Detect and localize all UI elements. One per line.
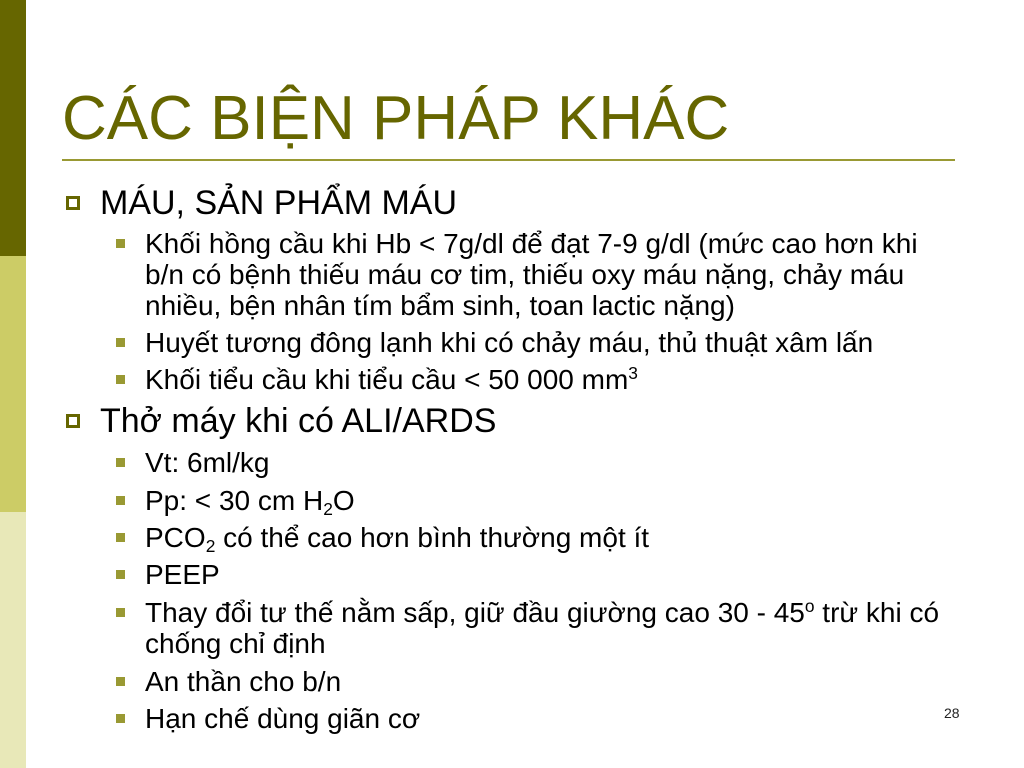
section-heading: Thở máy khi có ALI/ARDS (100, 402, 497, 440)
bullet-text-main: Pp: < 30 cm H (145, 485, 324, 516)
filled-square-bullet-icon (116, 533, 125, 542)
bullet-text: Hạn chế dùng giãn cơ (145, 703, 421, 734)
bullet-text-continuation: nhiều, bện nhân tím bẩm sinh, toan lactic nặng) (145, 290, 735, 321)
bullet-text-main: Khối tiểu cầu khi tiểu cầu < 50 000 mm (145, 364, 629, 395)
page-number: 28 (944, 705, 960, 721)
bullet-text (145, 364, 638, 399)
bullet-text (145, 485, 355, 520)
bullet-text-tail: O (332, 485, 355, 516)
bullet-text (145, 522, 649, 557)
subscript: 2 (323, 498, 333, 519)
filled-square-bullet-icon (116, 677, 125, 686)
left-accent-bar-top (0, 0, 26, 256)
section-heading: MÁU, SẢN PHẨM MÁU (100, 184, 458, 222)
bullet-text-main: Thay đổi tư thế nằm sấp, giữ đầu giường cao 30 - 45 (145, 597, 805, 628)
bullet-text: An thần cho b/n (145, 666, 342, 697)
filled-square-bullet-icon (116, 239, 125, 248)
bullet-text-continuation: b/n có bệnh thiếu máu cơ tim, thiếu oxy máu nặng, chảy máu (145, 259, 905, 290)
bullet-text: Khối hồng cầu khi Hb < 7g/dl để đạt 7-9 g/dl (mức cao hơn khi (145, 228, 918, 259)
bullet-text: Vt: 6ml/kg (145, 447, 270, 478)
hollow-square-bullet-icon (66, 414, 80, 428)
filled-square-bullet-icon (116, 608, 125, 617)
bullet-text (145, 597, 939, 632)
filled-square-bullet-icon (116, 570, 125, 579)
bullet-text-continuation: chống chỉ định (145, 628, 326, 659)
bullet-text-main: PCO (145, 522, 206, 553)
title-underline (62, 159, 955, 161)
bullet-text: PEEP (145, 559, 220, 590)
filled-square-bullet-icon (116, 375, 125, 384)
bullet-text-tail: trừ khi có (814, 597, 940, 628)
superscript: 3 (628, 363, 638, 384)
filled-square-bullet-icon (116, 714, 125, 723)
subscript: 2 (205, 535, 216, 556)
filled-square-bullet-icon (116, 458, 125, 467)
bullet-text: Huyết tương đông lạnh khi có chảy máu, thủ thuật xâm lấn (145, 327, 874, 358)
bullet-text-tail: có thể cao hơn bình thường một ít (215, 522, 650, 553)
left-accent-bar-bottom (0, 512, 26, 768)
hollow-square-bullet-icon (66, 196, 80, 210)
filled-square-bullet-icon (116, 496, 125, 505)
superscript: o (804, 596, 815, 617)
left-accent-bar-middle (0, 256, 26, 512)
filled-square-bullet-icon (116, 338, 125, 347)
slide-title: CÁC BIỆN PHÁP KHÁC (62, 84, 730, 153)
